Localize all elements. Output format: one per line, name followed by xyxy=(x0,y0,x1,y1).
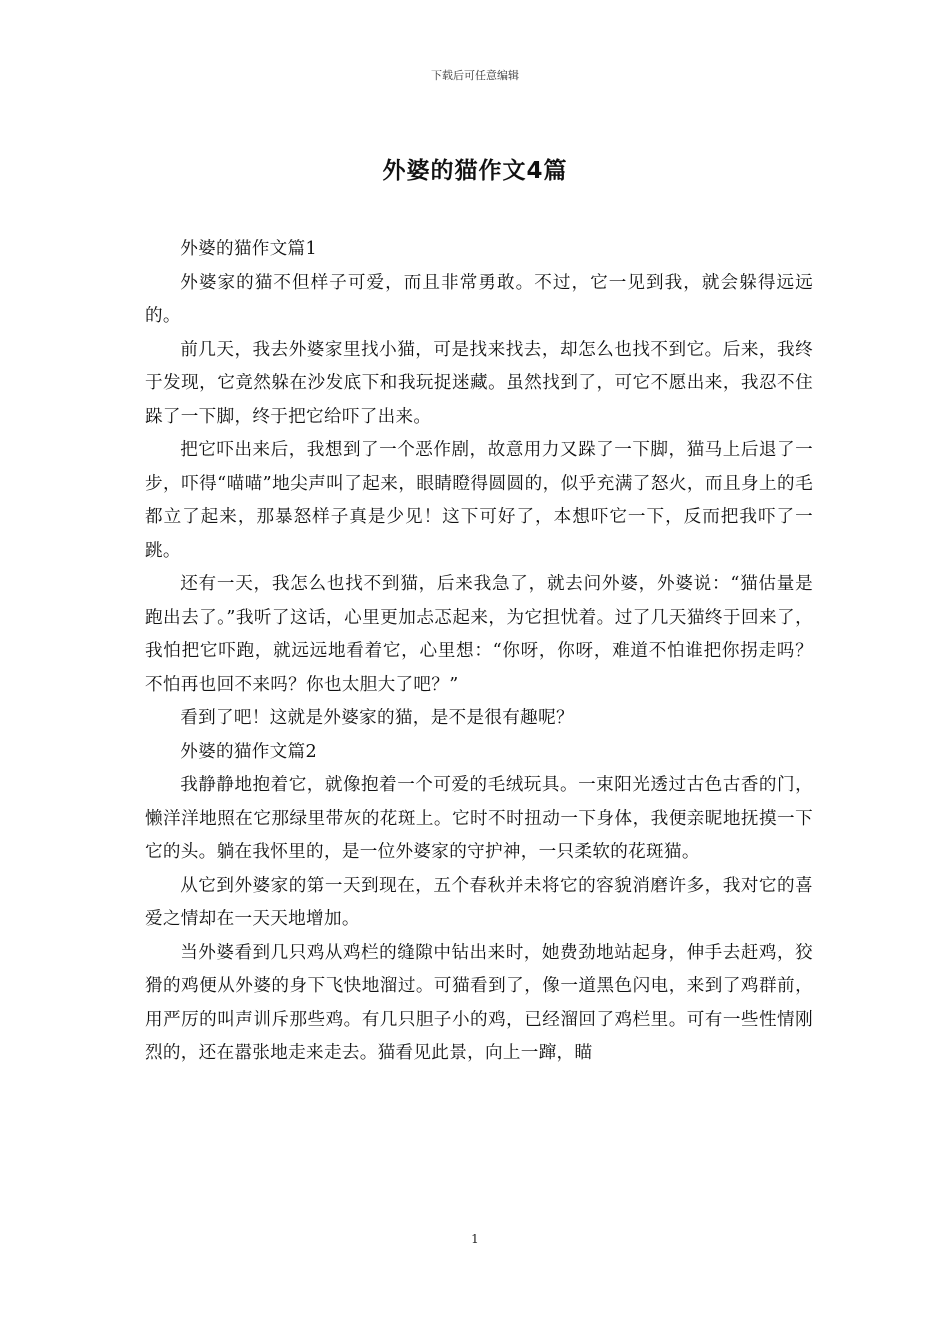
page-number: 1 xyxy=(471,1232,479,1246)
paragraph: 从它到外婆家的第一天到现在，五个春秋并未将它的容貌消磨许多，我对它的喜爱之情却在一天天地增加。 xyxy=(145,875,813,929)
paragraph-heading-2: 外婆的猫作文篇2 xyxy=(180,741,317,762)
page-header: 下载后可任意编辑 xyxy=(431,69,519,82)
paragraph: 我静静地抱着它，就像抱着一个可爱的毛绒玩具。一束阳光透过古色古香的门，懒洋洋地照在它那绿里带灰的花斑上。它时不时扭动一下身体，我便亲昵地抚摸一下它的头。躺在我怀里的，是一位外婆家的守护神，一只柔软的花斑猫。 xyxy=(145,775,813,862)
paragraph: 还有一天，我怎么也找不到猫，后来我急了，就去问外婆，外婆说：“猫估量是跑出去了。”我听了这话，心里更加忐忑起来，为它担忧着。过了几天猫终于回来了，我怕把它吓跑，就远远地看着它，心里想：“你呀，你呀，难道不怕谁把你拐走吗？不怕再也回不来吗？你也太胆大了吧？” xyxy=(145,574,813,695)
document-body xyxy=(145,233,813,1071)
paragraph: 外婆家的猫不但样子可爱，而且非常勇敢。不过，它一见到我，就会躲得远远的。 xyxy=(145,272,813,326)
paragraph: 当外婆看到几只鸡从鸡栏的缝隙中钻出来时，她费劲地站起身，伸手去赶鸡，狡猾的鸡便从外婆的身下飞快地溜过。可猫看到了，像一道黑色闪电，来到了鸡群前，用严厉的叫声训斥那些鸡。有几只胆子小的鸡，已经溜回了鸡栏里。可有一些性情刚烈的，还在嚣张地走来走去。猫看见此景，向上一蹿，瞄 xyxy=(145,942,813,1063)
paragraph: 前几天，我去外婆家里找小猫，可是找来找去，却怎么也找不到它。后来，我终于发现，它竟然躲在沙发底下和我玩捉迷藏。虽然找到了，可它不愿出来，我忍不住跺了一下脚，终于把它给吓了出来。 xyxy=(145,339,813,427)
paragraph: 把它吓出来后，我想到了一个恶作剧，故意用力又跺了一下脚，猫马上后退了一步，吓得“喵喵”地尖声叫了起来，眼睛瞪得圆圆的，似乎充满了怒火，而且身上的毛都立了起来，那暴怒样子真是少见！这下可好了，本想吓它一下，反而把我吓了一跳。 xyxy=(145,440,813,561)
paragraph-heading-1: 外婆的猫作文篇1 xyxy=(180,239,317,259)
paragraph: 看到了吧！这就是外婆家的猫，是不是很有趣呢？ xyxy=(180,708,574,728)
document-title: 外婆的猫作文4篇 xyxy=(382,158,568,184)
